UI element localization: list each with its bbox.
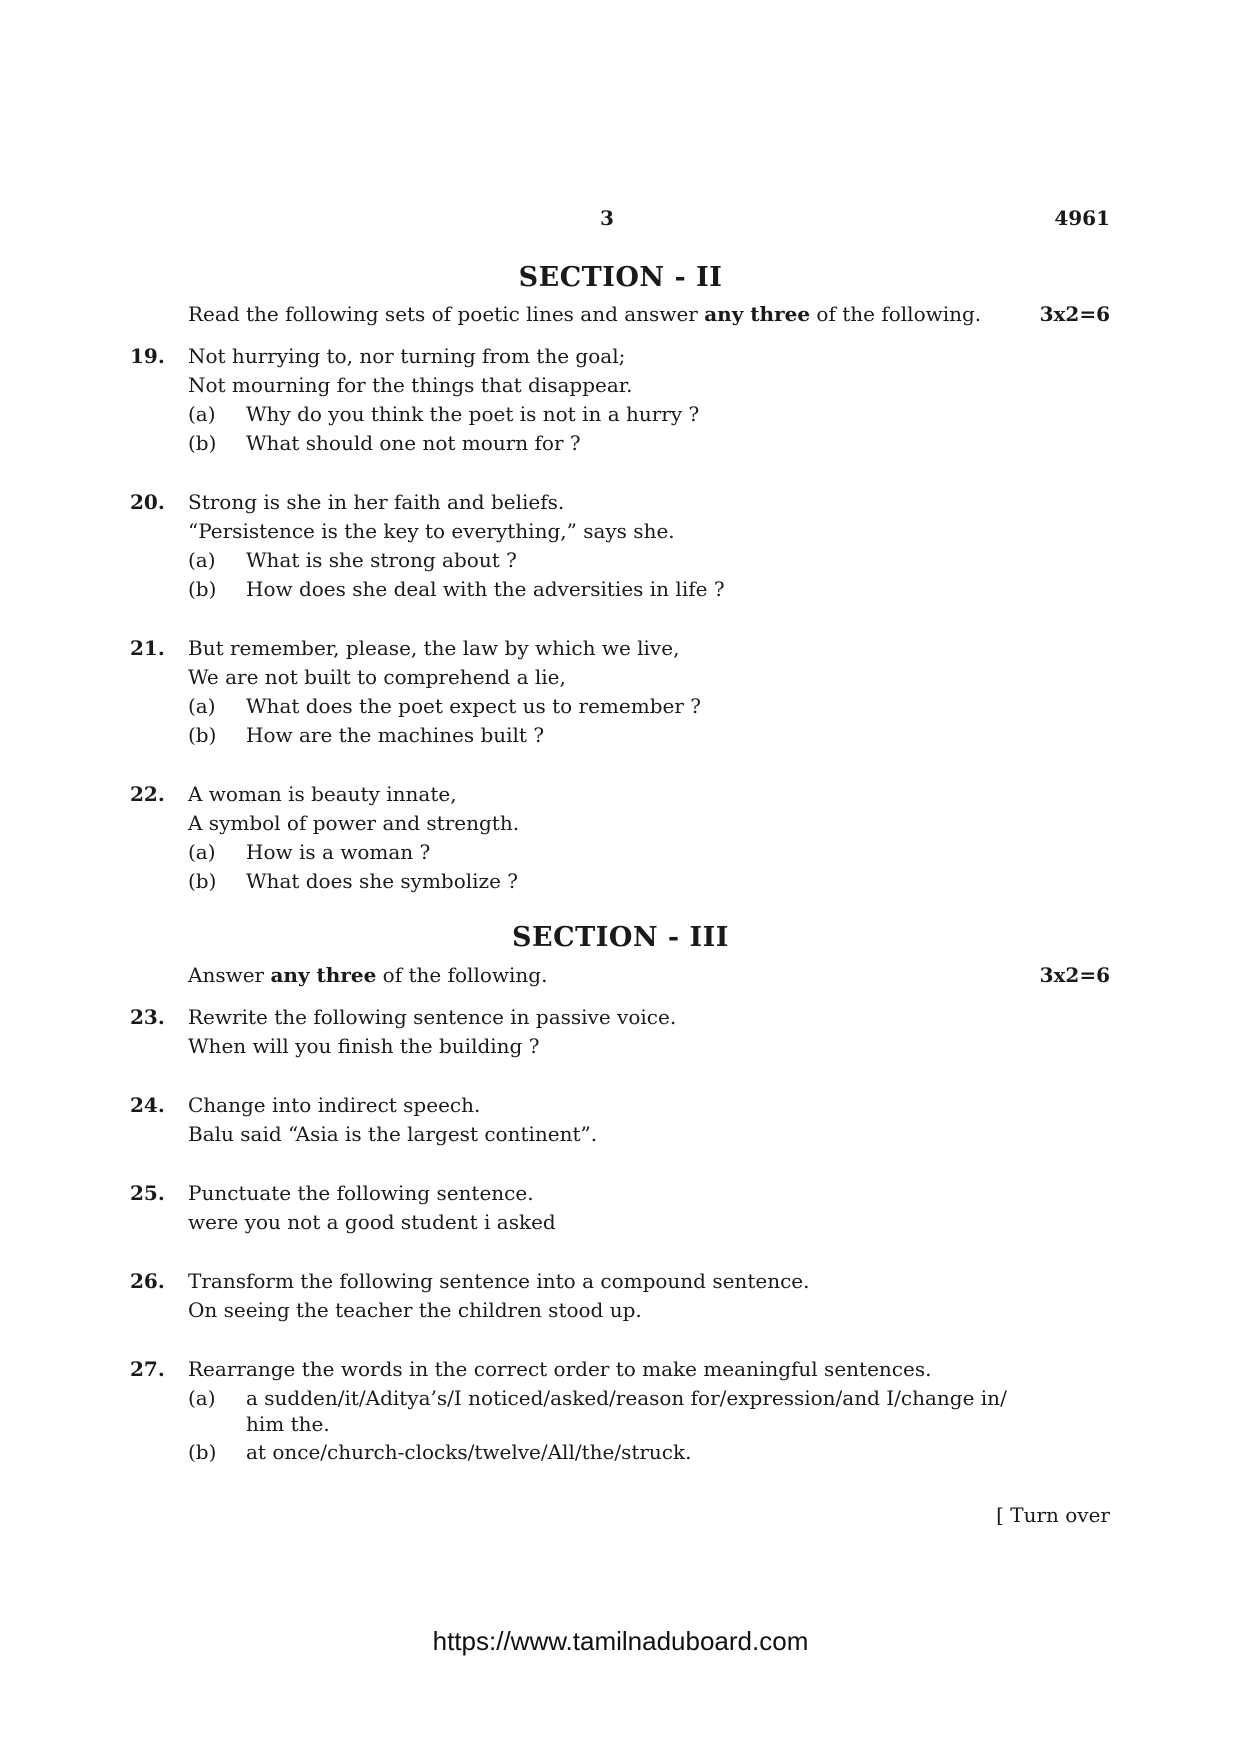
poem-line: “Persistence is the key to everything,” says she. [188,519,675,543]
option-label: (b) [188,723,217,747]
instruction-emphasis: any three [270,963,377,987]
option-label: (a) [188,694,216,718]
instruction-text: Read the following sets of poetic lines and answer [188,302,705,326]
poem-line: Not mourning for the things that disappear. [188,373,633,397]
footer-url: https://www.tamilnaduboard.com [432,1626,809,1656]
poem-line: But remember, please, the law by which we live, [188,636,680,660]
option-text: What is she strong about ? [246,548,517,572]
option-text-continued: him the. [246,1412,330,1436]
question-line: Change into indirect speech. [188,1093,481,1117]
question-number: 23. [130,1005,165,1029]
question-line: Rearrange the words in the correct order to make meaningful sentences. [188,1357,932,1381]
question-number: 26. [130,1269,165,1293]
option-text: How does she deal with the adversities in life ? [246,577,725,601]
question-line: Punctuate the following sentence. [188,1181,534,1205]
option-label: (a) [188,1386,216,1410]
poem-line: A woman is beauty innate, [188,782,457,806]
question-number: 19. [130,344,165,368]
section-2-title: SECTION - II [518,262,723,293]
question-line: were you not a good student i asked [188,1210,556,1234]
option-text: What does the poet expect us to remember ? [246,694,701,718]
question-number: 22. [130,782,165,806]
page-number: 3 [600,206,614,230]
question-number: 25. [130,1181,165,1205]
poem-line: A symbol of power and strength. [188,811,520,835]
question-line: When will you finish the building ? [188,1034,540,1058]
question-line: On seeing the teacher the children stood up. [188,1298,642,1322]
option-label: (b) [188,431,217,455]
option-label: (b) [188,869,217,893]
option-text: How is a woman ? [246,840,431,864]
option-text: Why do you think the poet is not in a hurry ? [246,402,700,426]
question-number: 21. [130,636,165,660]
option-text: at once/church-clocks/twelve/All/the/struck. [246,1440,692,1464]
section-2-marks: 3x2=6 [1039,302,1110,326]
option-text: What should one not mourn for ? [246,431,581,455]
instruction-text: Answer [188,963,271,987]
option-label: (b) [188,577,217,601]
question-number: 24. [130,1093,165,1117]
section-3-instruction [188,963,547,987]
instruction-emphasis: any three [704,302,811,326]
option-label: (a) [188,402,216,426]
option-text: a sudden/it/Aditya’s/I noticed/asked/reason for/expression/and I/change in/ [246,1386,1007,1410]
option-label: (a) [188,840,216,864]
question-number: 27. [130,1357,165,1381]
instruction-text: of the following. [376,963,548,987]
instruction-text: of the following. [810,302,982,326]
section-3-title: SECTION - III [512,922,729,953]
section-3-marks: 3x2=6 [1039,963,1110,987]
question-number: 20. [130,490,165,514]
poem-line: Not hurrying to, nor turning from the goal; [188,344,626,368]
option-label: (a) [188,548,216,572]
option-label: (b) [188,1440,217,1464]
turn-over-note: [ Turn over [996,1503,1110,1527]
option-text: How are the machines built ? [246,723,545,747]
question-line: Transform the following sentence into a compound sentence. [188,1269,810,1293]
paper-code: 4961 [1054,206,1110,230]
poem-line: Strong is she in her faith and beliefs. [188,490,565,514]
question-line: Balu said “Asia is the largest continent”. [188,1122,598,1146]
poem-line: We are not built to comprehend a lie, [188,665,566,689]
option-text: What does she symbolize ? [246,869,519,893]
section-2-instruction [188,302,981,326]
question-line: Rewrite the following sentence in passive voice. [188,1005,677,1029]
